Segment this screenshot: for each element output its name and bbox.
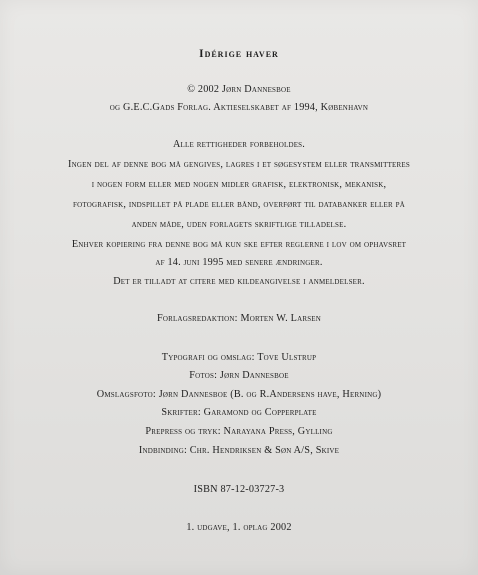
editorial-credit: Forlagsredaktion: Morten W. Larsen [156,313,322,324]
book-title: Idérige haver [199,48,279,60]
rights-line-5: anden måde, uden forlagets skriftlige tilladelse. [131,219,347,230]
rights-line-1: Alle rettigheder forbeholdes. [172,139,306,150]
copyright-line-1: © 2002 Jørn Dannesboe [187,84,291,95]
credit-prepress: Prepress og tryk: Narayana Press, Gylling [145,426,333,437]
credit-cover-photo: Omslagsfoto: Jørn Dannesboe (B. og R.Andersens have, Herning) [96,389,382,400]
copyright-line-2: og G.E.C.Gads Forlag. Aktieselskabet af 1994, København [109,102,369,113]
credit-fonts: Skrifter: Garamond og Copperplate [161,407,317,418]
rights-line-2: Ingen del af denne bog må gengives, lagres i et søgesystem eller transmitteres [68,159,410,170]
credit-binding: Indbinding: Chr. Hendriksen & Søn A/S, Skive [138,445,340,456]
isbn: ISBN 87-12-03727-3 [193,484,285,495]
rights-line-6: Enhver kopiering fra denne bog må kun ske efter reglerne i lov om ophavsret [71,239,407,250]
rights-line-7: af 14. juni 1995 med senere ændringer. [155,257,323,268]
rights-line-8: Det er tilladt at citere med kildeangivelse i anmeldelser. [113,276,365,287]
rights-line-4: fotografisk, indspillet på plade eller bånd, overført til databanker eller på [73,199,405,210]
credit-typography: Typografi og omslag: Tove Ulstrup [161,352,317,363]
credit-photos: Fotos: Jørn Dannesboe [189,370,289,381]
edition-info: 1. udgave, 1. oplag 2002 [186,522,292,533]
rights-line-3: i nogen form eller med nogen midler grafisk, elektronisk, mekanisk, [91,179,387,190]
